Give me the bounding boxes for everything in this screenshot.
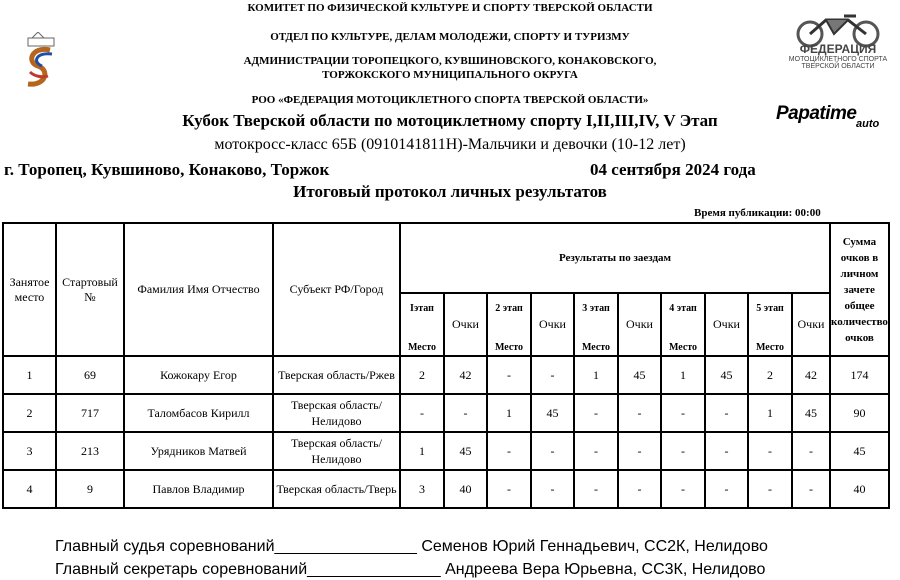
stage-3-points-header: Очки [618, 293, 661, 356]
row-start-number: 213 [56, 432, 124, 470]
stage-5-points-header: Очки [792, 293, 830, 356]
row-cell: - [661, 470, 705, 508]
row-cell: 42 [444, 356, 487, 394]
federation-logo-line1: ФЕДЕРАЦИЯ [799, 42, 877, 56]
col-header-name: Фамилия Имя Отчество [124, 223, 273, 356]
row-sum: 174 [830, 356, 889, 394]
row-cell: 1 [400, 432, 444, 470]
row-name: Павлов Владимир [124, 470, 273, 508]
event-class: мотокросс-класс 65Б (0910141811Н)-Мальчики и девочки (10-12 лет) [214, 136, 686, 153]
row-cell: - [531, 356, 574, 394]
stage-5-header [748, 293, 792, 356]
row-cell: - [444, 394, 487, 432]
stage-4-label: 4 этап [669, 302, 697, 314]
col-header-place: Занятое место [3, 223, 56, 356]
table-row [3, 432, 889, 470]
row-region: Тверская область/Нелидово [273, 432, 400, 470]
row-cell: 45 [531, 394, 574, 432]
stage-2-header [487, 293, 531, 356]
row-region: Тверская область/Нелидово [273, 394, 400, 432]
stage-1-sub: Место [407, 341, 437, 353]
header-federation: РОО «ФЕДЕРАЦИЯ МОТОЦИКЛЕТНОГО СПОРТА ТВЕРСКОЙ ОБЛАСТИ» [251, 94, 649, 106]
row-name: Таломбасов Кирилл [124, 394, 273, 432]
row-cell: - [792, 470, 830, 508]
chief-judge-line: Главный судья соревнований________________ Семенов Юрий Геннадьевич, СС2К, Нелидово [55, 538, 768, 555]
col-header-start: Стартовый № [56, 223, 124, 356]
event-date: 04 сентября 2024 года [590, 160, 756, 179]
header-department: ОТДЕЛ ПО КУЛЬТУРЕ, ДЕЛАМ МОЛОДЕЖИ, СПОРТУ И ТУРИЗМУ [270, 31, 630, 43]
stage-1-label: Iэтап [410, 302, 434, 314]
stage-5-sub: Место [755, 341, 785, 353]
header-administrations: АДМИНИСТРАЦИИ ТОРОПЕЦКОГО, КУВШИНОВСКОГО, КОНАКОВСКОГО, [243, 55, 657, 67]
table-row [3, 356, 889, 394]
row-name: Кожокару Егор [124, 356, 273, 394]
row-cell: - [574, 470, 618, 508]
row-cell: 45 [618, 356, 661, 394]
stage-2-points-header: Очки [531, 293, 574, 356]
row-cell: - [705, 470, 748, 508]
header-committee: КОМИТЕТ ПО ФИЗИЧЕСКОЙ КУЛЬТУРЕ И СПОРТУ ТВЕРСКОЙ ОБЛАСТИ [247, 2, 653, 14]
row-cell: 1 [661, 356, 705, 394]
row-cell: - [487, 432, 531, 470]
row-cell: 45 [792, 394, 830, 432]
row-cell: - [487, 356, 531, 394]
stage-1-points-header: Очки [444, 293, 487, 356]
col-header-region: Субъект РФ/Город [273, 223, 400, 356]
row-place: 3 [3, 432, 56, 470]
row-cell: - [748, 470, 792, 508]
row-cell: 2 [748, 356, 792, 394]
row-region: Тверская область/Ржев [273, 356, 400, 394]
row-cell: - [618, 432, 661, 470]
row-place: 1 [3, 356, 56, 394]
stage-5-label: 5 этап [756, 302, 784, 314]
table-row [3, 470, 889, 508]
row-cell: - [792, 432, 830, 470]
row-start-number: 9 [56, 470, 124, 508]
sponsor-logo: Papatime [776, 103, 857, 124]
stage-3-label: 3 этап [582, 302, 610, 314]
sponsor-logo-sub: auto [856, 118, 880, 130]
row-sum: 45 [830, 432, 889, 470]
row-sum: 90 [830, 394, 889, 432]
federation-logo-line3: ТВЕРСКОЙ ОБЛАСТИ [801, 63, 875, 70]
row-place: 4 [3, 470, 56, 508]
row-cell: - [531, 432, 574, 470]
row-cell: 40 [444, 470, 487, 508]
stage-3-header [574, 293, 618, 356]
row-cell: 1 [487, 394, 531, 432]
header-district: ТОРЖОКСКОГО МУНИЦИПАЛЬНОГО ОКРУГА [322, 69, 578, 81]
results-table [2, 222, 890, 509]
row-cell: - [661, 394, 705, 432]
col-header-results: Результаты по заездам [400, 223, 830, 293]
stage-4-header [661, 293, 705, 356]
row-start-number: 717 [56, 394, 124, 432]
row-cell: - [661, 432, 705, 470]
row-cell: - [487, 470, 531, 508]
event-title: Кубок Тверской области по мотоциклетному спорту I,II,III,IV, V Этап [182, 111, 718, 130]
row-sum: 40 [830, 470, 889, 508]
stage-2-label: 2 этап [495, 302, 523, 314]
row-cell: 2 [400, 356, 444, 394]
row-cell: - [400, 394, 444, 432]
row-cell: - [531, 470, 574, 508]
row-cell: - [748, 432, 792, 470]
row-cell: 42 [792, 356, 830, 394]
federation-logo-line2: МОТОЦИКЛЕТНОГО СПОРТА [788, 56, 888, 63]
table-row [3, 394, 889, 432]
stage-1-header [400, 293, 444, 356]
row-cell: 45 [705, 356, 748, 394]
row-cell: 1 [574, 356, 618, 394]
row-cell: 45 [444, 432, 487, 470]
row-cell: - [618, 470, 661, 508]
event-location: г. Торопец, Кувшиново, Конаково, Торжок [4, 160, 330, 179]
row-cell: 1 [748, 394, 792, 432]
row-name: Урядников Матвей [124, 432, 273, 470]
stage-2-sub: Место [494, 341, 524, 353]
row-cell: - [618, 394, 661, 432]
stage-3-sub: Место [581, 341, 611, 353]
row-cell: - [574, 394, 618, 432]
row-cell: - [574, 432, 618, 470]
row-start-number: 69 [56, 356, 124, 394]
stage-4-points-header: Очки [705, 293, 748, 356]
row-cell: - [705, 394, 748, 432]
chief-secretary-line: Главный секретарь соревнований_______________ Андреева Вера Юрьевна, СС3К, Нелидово [55, 561, 766, 578]
stage-4-sub: Место [668, 341, 698, 353]
row-region: Тверская область/Тверь [273, 470, 400, 508]
row-cell: - [705, 432, 748, 470]
protocol-title: Итоговый протокол личных результатов [293, 182, 607, 201]
row-cell: 3 [400, 470, 444, 508]
col-header-sum: Сумма очков в личном зачете общее количество очков [830, 223, 889, 356]
publication-time: Время публикации: 00:00 [694, 207, 821, 219]
row-place: 2 [3, 394, 56, 432]
